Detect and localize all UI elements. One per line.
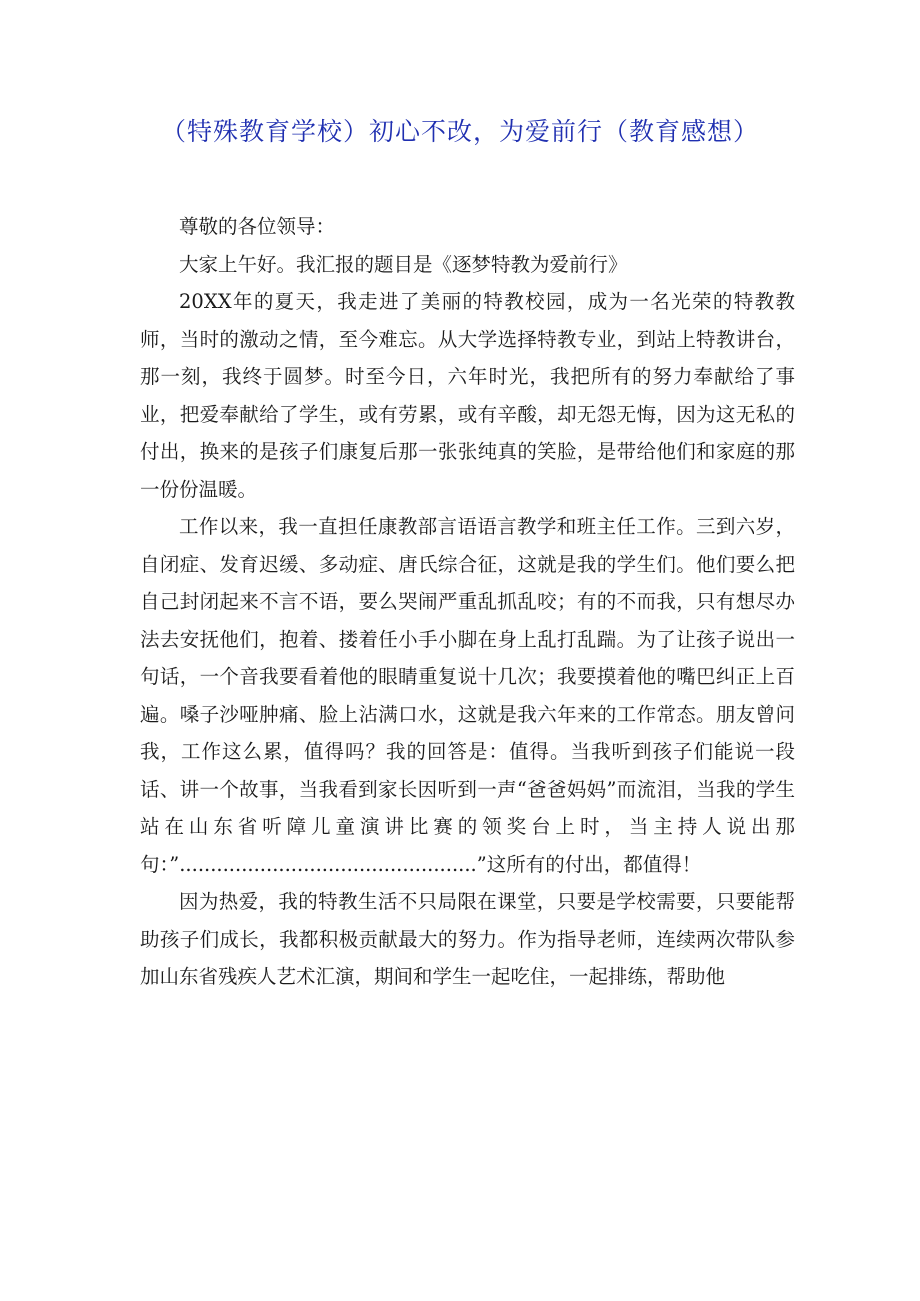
document-body: [140, 208, 795, 996]
paragraph-3: 因为热爱，我的特教生活不只局限在课堂，只要是学校需要，只要能帮助孩子们成长，我都积极贡献最大的努力。作为指导老师，连续两次带队参加山东省残疾人艺术汇演，期间和学生一起吃住，一起排练，帮助他: [140, 890, 795, 988]
document-title: （特殊教育学校）初心不改，为爱前行（教育感想）: [160, 117, 759, 146]
paragraph-salutation: 尊敬的各位领导：: [179, 215, 336, 238]
paragraph-greeting: 大家上午好。我汇报的题目是《逐梦特教为爱前行》: [179, 252, 628, 276]
paragraph-1: 20XX年的夏天，我走进了美丽的特教校园，成为一名光荣的特教教师，当时的激动之情，至今难忘。从大学选择特教专业，到站上特教讲台，那一刻，我终于圆梦。时至今日，六年时光，我把所有的努力奉献给了事业，把爱奉献给了学生，或有劳累，或有辛酸，却无怨无悔，因为这无私的付出，换来的是孩子们康复后那一张张纯真的笑脸，是带给他们和家庭的那一份份温暖。: [140, 290, 795, 501]
paragraph-2: 工作以来，我一直担任康教部言语语言教学和班主任工作。三到六岁，自闭症、发育迟缓、多动症、唐氏综合征，这就是我的学生们。他们要么把自己封闭起来不言不语，要么哭闹严重乱抓乱咬；有的不而我，只有想尽办法去安抚他们，抱着、搂着任小手小脚在身上乱打乱踹。为了让孩子说出一句话，一个音我要看着他的眼睛重复说十几次；我要摸着他的嘴巴纠正上百遍。嗓子沙哑肿痛、脸上沾满口水，这就是我六年来的工作常态。朋友曾问我，工作这么累，值得吗？我的回答是：值得。当我听到孩子们能说一段话、讲一个故事，当我看到家长因听到一声“爸爸妈妈”而流泪，当我的学生站在山东省听障儿童演讲比赛的领奖台上时，当主持人说出那句：”................................................”这所有的付出，都值得！: [140, 515, 795, 876]
